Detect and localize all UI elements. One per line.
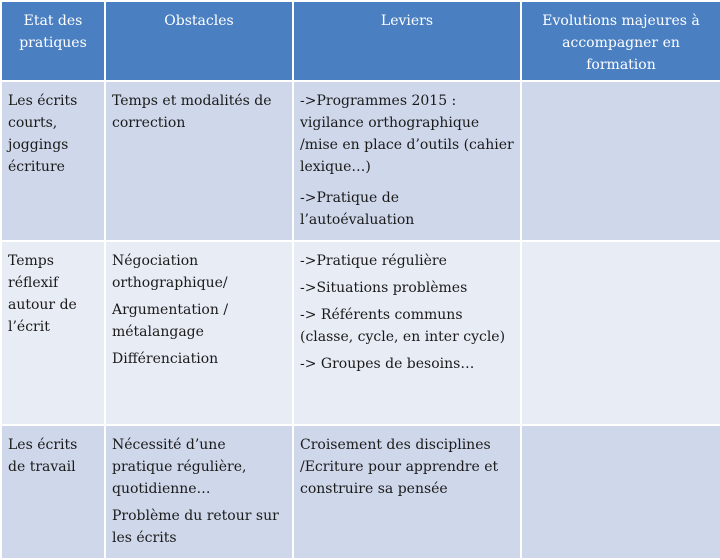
cell-evolutions bbox=[521, 425, 720, 559]
cell-etat: Temps réflexif autour de l’écrit bbox=[1, 241, 105, 425]
table-row bbox=[1, 81, 720, 241]
obstacle-item: Négociation orthographique/ bbox=[112, 253, 228, 291]
table-header-row bbox=[1, 1, 720, 81]
levier-item: ->Programmes 2015 : vigilance orthographique /mise en place d’outils (cahier lexique…) bbox=[300, 93, 514, 175]
levier-item: Croisement des disciplines /Ecriture pour apprendre et construire sa pensée bbox=[300, 437, 499, 497]
cell-evolutions bbox=[521, 241, 720, 425]
cell-obstacles bbox=[105, 241, 293, 425]
table-row bbox=[1, 425, 720, 559]
obstacle-item: Argumentation / métalangage bbox=[112, 302, 229, 340]
obstacle-item: Temps et modalités de correction bbox=[112, 93, 272, 131]
cell-obstacles bbox=[105, 425, 293, 559]
levier-item: ->Situations problèmes bbox=[300, 280, 468, 296]
header-leviers: Leviers bbox=[293, 1, 521, 81]
cell-obstacles bbox=[105, 81, 293, 241]
obstacle-item: Problème du retour sur les écrits bbox=[112, 508, 279, 546]
cell-etat: Les écrits de travail bbox=[1, 425, 105, 559]
levier-item: -> Groupes de besoins… bbox=[300, 356, 475, 372]
cell-etat: Les écrits courts, joggings écriture bbox=[1, 81, 105, 241]
levier-item: ->Pratique de l’autoévaluation bbox=[300, 190, 415, 228]
table-row bbox=[1, 241, 720, 425]
cell-evolutions bbox=[521, 81, 720, 241]
header-obstacles: Obstacles bbox=[105, 1, 293, 81]
cell-leviers bbox=[293, 425, 521, 559]
obstacle-item: Différenciation bbox=[112, 351, 219, 367]
levier-item: -> Référents communs (classe, cycle, en inter cycle) bbox=[300, 307, 506, 345]
obstacle-item: Nécessité d’une pratique régulière, quotidienne… bbox=[112, 437, 247, 497]
cell-leviers bbox=[293, 241, 521, 425]
levier-item: ->Pratique régulière bbox=[300, 253, 447, 269]
header-etat: Etat des pratiques bbox=[1, 1, 105, 81]
cell-leviers bbox=[293, 81, 521, 241]
header-evolutions: Evolutions majeures à accompagner en formation bbox=[521, 1, 720, 81]
